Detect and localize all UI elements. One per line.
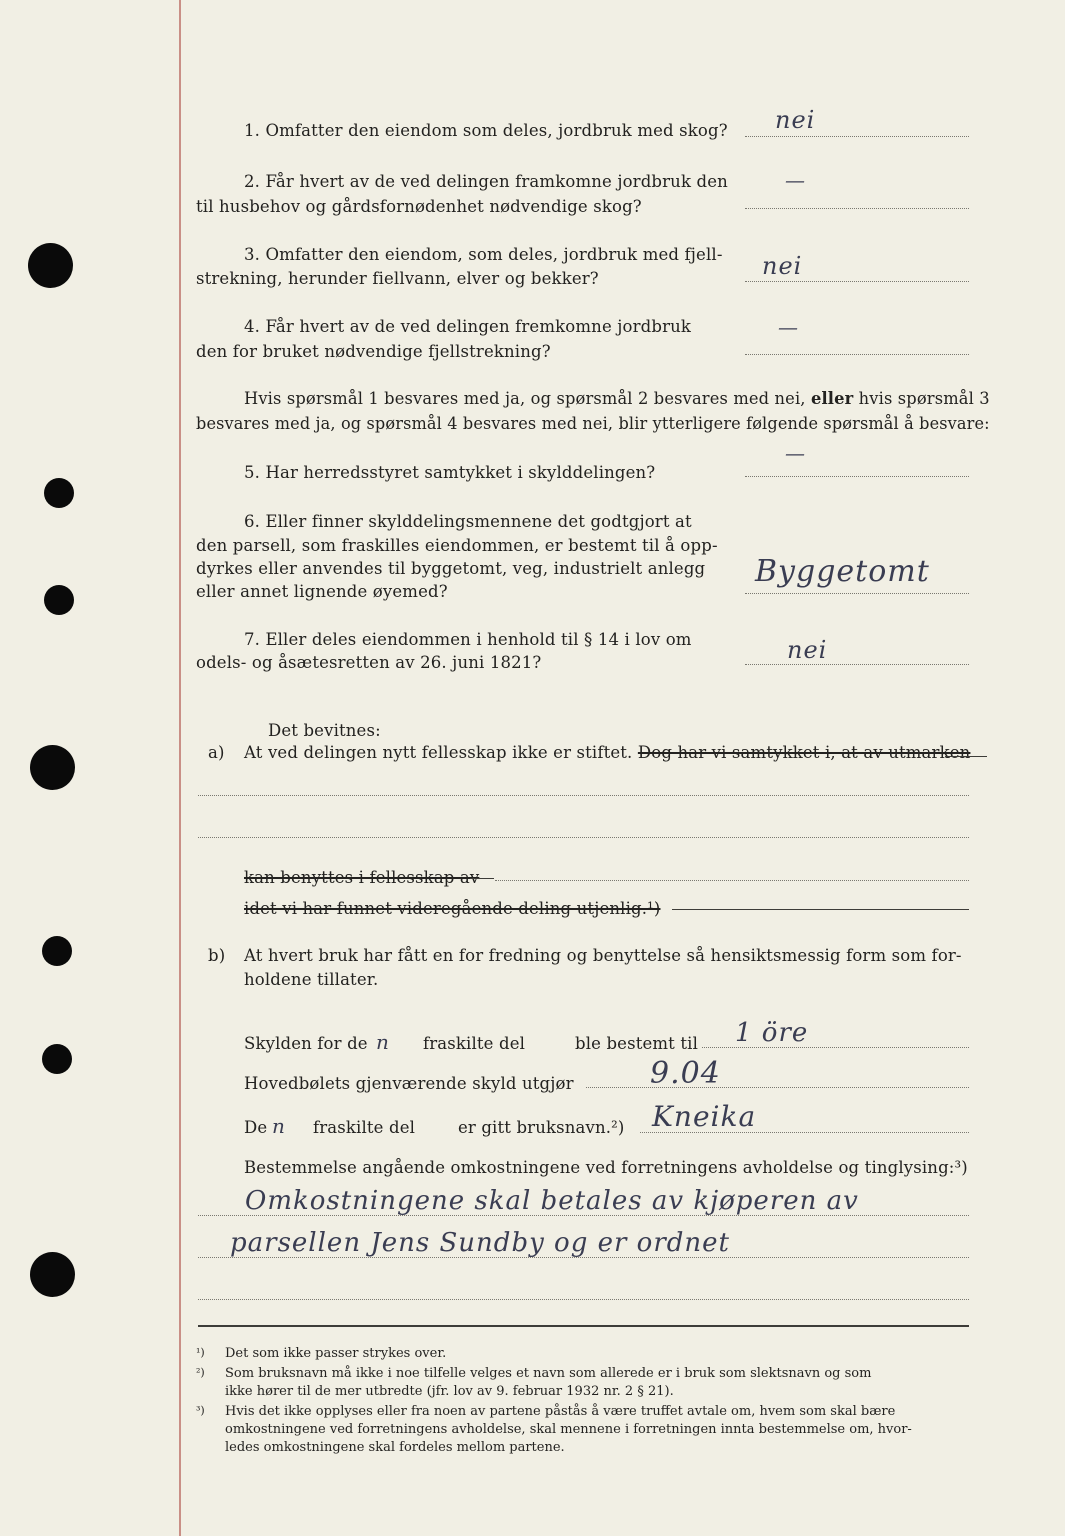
footnote-1-mark: ¹): [196, 1346, 205, 1359]
question-4-line-2: den for bruket nødvendige fjellstrekning?: [196, 342, 551, 361]
answer-line: [745, 354, 969, 355]
question-2-line-1: 2. Får hvert av de ved delingen framkomne jordbruk den: [244, 172, 728, 191]
strike-extension: [470, 878, 494, 879]
struck-line-1: kan benyttes i fellesskap av: [244, 868, 480, 887]
question-3-line-2: strekning, herunder fiellvann, elver og bekker?: [196, 269, 599, 288]
answer-line: [745, 208, 969, 209]
certify-b-line-1: At hvert bruk har fått en for fredning og benyttelse så hensiktsmessig form som for-: [244, 946, 962, 965]
answer-q6: Byggetomt: [755, 554, 930, 589]
answer-line: [745, 136, 969, 137]
skyld-row1-text-a: Skylden for de: [244, 1034, 368, 1053]
skyld-row3-text-b: fraskilte del: [313, 1118, 416, 1137]
conditional-line-2: besvares med ja, og spørsmål 4 besvares med nei, blir ytterligere følgende spørsmål å besvare:: [196, 414, 990, 433]
footnote-2-mark: ²): [196, 1366, 205, 1379]
certify-b-label: b): [208, 946, 226, 965]
punch-hole: [42, 1044, 72, 1074]
skyld-row3-answer: Kneika: [652, 1100, 757, 1133]
punch-hole: [42, 936, 72, 966]
blank-line: [198, 837, 969, 838]
cost-label: Bestemmelse angående omkostningene ved forretningens avholdelse og tinglysing:³): [244, 1158, 968, 1177]
cost-line-1: Omkostningene skal betales av kjøperen av: [245, 1186, 859, 1216]
skyld-row3-text-c: er gitt bruksnavn.²): [458, 1118, 625, 1137]
question-5-line-1: 5. Har herredsstyret samtykket i skylddelingen?: [244, 463, 656, 482]
footnote-3-mark: ³): [196, 1404, 205, 1417]
strike-extension: [672, 909, 969, 910]
answer-line: [745, 664, 969, 665]
punch-hole: [30, 745, 75, 790]
question-6-line-4: eller annet lignende øyemed?: [196, 582, 448, 601]
certify-a-text: At ved delingen nytt fellesskap ikke er stiftet.: [244, 743, 633, 762]
punch-hole: [44, 478, 74, 508]
conditional-line-1: Hvis spørsmål 1 besvares med ja, og spørsmål 2 besvares med nei, eller hvis spørsmål 3: [244, 389, 990, 408]
skyld-row2-answer: 9.04: [650, 1056, 721, 1091]
punch-hole: [30, 1252, 75, 1297]
blank-line: [198, 795, 969, 796]
question-4-line-1: 4. Får hvert av de ved delingen fremkomne jordbruk: [244, 317, 692, 336]
skyld-row3-hw: n: [272, 1114, 286, 1138]
skyld-row1-text-b: fraskilte del: [423, 1034, 526, 1053]
footnote-2-line-2: ikke hører til de mer utbredte (jfr. lov av 9. februar 1932 nr. 2 § 21).: [225, 1384, 674, 1399]
answer-line: [745, 476, 969, 477]
strike-extension: [945, 756, 987, 757]
punch-hole: [28, 243, 73, 288]
certify-heading: Det bevitnes:: [268, 721, 381, 740]
punch-hole: [44, 585, 74, 615]
question-6-line-3: dyrkes eller anvendes til byggetomt, veg, industrielt anlegg: [196, 559, 706, 578]
footnote-3-line-2: omkostningene ved forretningens avholdelse, skal mennene i forretningen innta bestemmelse om, hvor-: [225, 1422, 912, 1437]
certify-b-line-2: holdene tillater.: [244, 970, 379, 989]
answer-q5: —: [785, 441, 806, 465]
footnote-3-line-3: ledes omkostningene skal fordeles mellom partene.: [225, 1440, 565, 1455]
question-6-line-2: den parsell, som fraskilles eiendommen, er bestemt til å opp-: [196, 536, 718, 555]
question-7-line-1: 7. Eller deles eiendommen i henhold til § 14 i lov om: [244, 630, 692, 649]
question-6-line-1: 6. Eller finner skylddelingsmennene det godtgjort at: [244, 512, 692, 531]
footnote-1-line-1: Det som ikke passer strykes over.: [225, 1346, 447, 1361]
answer-q3: nei: [762, 252, 803, 280]
skyld-row1-text-c: ble bestemt til: [575, 1034, 698, 1053]
footnote-separator: [198, 1325, 969, 1327]
question-2-line-2: til husbehov og gårdsfornødenhet nødvendige skog?: [196, 197, 642, 216]
answer-q4: —: [778, 315, 799, 339]
footnote-2-line-1: Som bruksnavn må ikke i noe tilfelle velges et navn som allerede er i bruk som slektsnavn og som: [225, 1366, 872, 1381]
certify-a-label: a): [208, 743, 225, 762]
question-3-line-1: 3. Omfatter den eiendom, som deles, jordbruk med fjell-: [244, 245, 723, 264]
skyld-row3-text-a: De: [244, 1118, 268, 1137]
certify-a-struck: Dog har vi samtykket i, at av utmarken: [637, 743, 971, 762]
certify-a-line: [244, 741, 970, 765]
cost-line-2: parsellen Jens Sundby og er ordnet: [230, 1228, 730, 1258]
struck-line-2: idet vi har funnet videregående deling utjenlig.¹): [244, 899, 661, 918]
footnote-3-line-1: Hvis det ikke opplyses eller fra noen av partene påstås å være truffet avtale om, hvem som skal bære: [225, 1404, 896, 1419]
answer-line: [198, 1299, 969, 1300]
answer-q1: nei: [775, 106, 816, 134]
question-7-line-2: odels- og åsætesretten av 26. juni 1821?: [196, 653, 542, 672]
answer-line: [745, 593, 969, 594]
skyld-row2-label: Hovedbølets gjenværende skyld utgjør: [244, 1074, 574, 1093]
answer-q7: nei: [787, 636, 828, 664]
blank-line: [495, 880, 969, 881]
margin-rule: [179, 0, 181, 1536]
answer-q2: —: [785, 168, 806, 192]
question-1-line-1: 1. Omfatter den eiendom som deles, jordbruk med skog?: [244, 121, 728, 140]
answer-line: [586, 1087, 969, 1088]
answer-line: [745, 281, 969, 282]
skyld-row1-answer: 1 öre: [735, 1018, 809, 1048]
skyld-row1-hw: n: [376, 1030, 390, 1054]
